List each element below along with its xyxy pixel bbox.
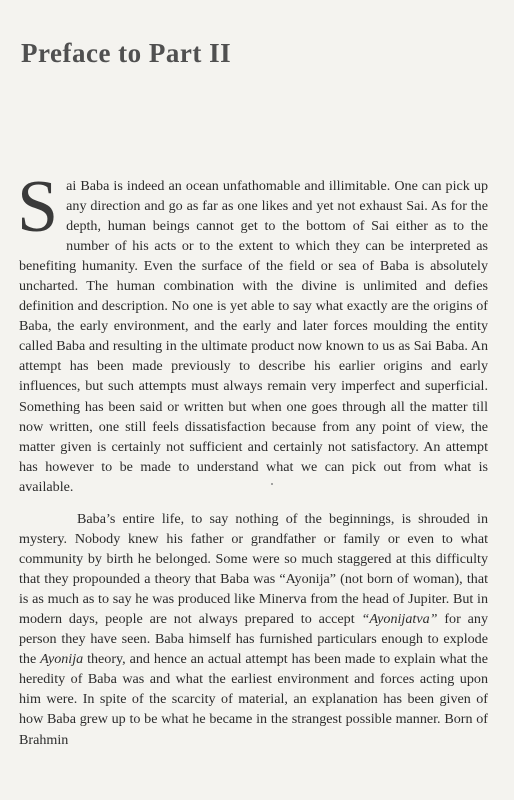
drop-cap: S bbox=[17, 166, 59, 248]
paragraph-2-text-b: for any person they have seen. Baba himself has furnished particulars enough to explode the bbox=[19, 611, 488, 668]
print-speck bbox=[271, 483, 273, 485]
paragraph-2 bbox=[19, 509, 488, 750]
paragraph-1 bbox=[17, 166, 488, 497]
page-title: Preface to Part II bbox=[21, 38, 232, 68]
paragraph-1-text: ai Baba is indeed an ocean unfathomable and illimitable. One can pick up any direction and go as far as one likes and yet not exhaust Sai. As for the depth, human beings cannot get to the bottom of Sai either as to the number of his acts or to the extent to which they can be interpreted as benefiting humanity. Even the surface of the field or sea of Baba is absolutely uncharted. The human combination with the divine is unlimited and defies definition and description. No one is yet able to say what exactly are the origins of Baba, the early environment, and the early and later forces moulding the entity called Baba and resulting in the ultimate product now known to us as Sai Baba. An attempt has been made previously to describe his earlier origins and early influences, but such attempts must always remain very imperfect and superficial. Something has been said or written but when one goes through all the matter till now written, one still feels dissatisfaction because from any point of view, the matter given is certainly not sufficient and certainly not satisfactory. An attempt has however to be made to understand what we can pick out from what is available. bbox=[19, 178, 488, 495]
italic-term-ayonija: Ayonija bbox=[40, 651, 84, 668]
paragraph-2-text-c: theory, and hence an actual attempt has been made to explain what the heredity of Baba was and what the earliest environment and forces acting upon him were. In spite of the scarcity of material, an explanation has been given of how Baba grew up to be what he became in the strangest possible manner. Born of Brahmin bbox=[19, 651, 488, 748]
paragraph-2-text-a: Baba’s entire life, to say nothing of the beginnings, is shrouded in mystery. Nobody knew his father or grandfather or family or even to what community by birth he belonged. Some were so much staggered at this difficulty that they propounded a theory that Baba was “Ayonija” (not born of woman), that is as much as to say he was produced like Minerva from the head of Jupiter. But in modern days, people are not always prepared to accept bbox=[19, 511, 488, 628]
italic-term-ayonijatva: “Ayonijatva” bbox=[361, 611, 438, 628]
